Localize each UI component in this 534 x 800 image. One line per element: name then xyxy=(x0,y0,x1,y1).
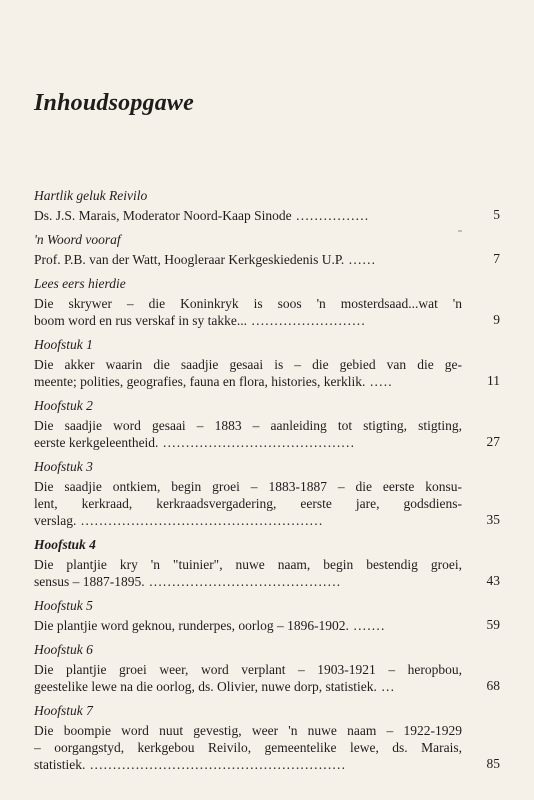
entry-text: meente; polities, geografies, fauna en flora, histories, kerklik. xyxy=(34,374,366,389)
toc-entry xyxy=(34,458,500,529)
toc-entry xyxy=(34,336,500,390)
entry-line: Die plantjie kry 'n "tuinier", nuwe naam, begin bestendig groei, xyxy=(34,557,462,572)
entry-description xyxy=(34,617,462,634)
entry-page-number: 85 xyxy=(486,756,500,771)
entry-text: Ds. J.S. Marais, Moderator Noord-Kaap Sinode xyxy=(34,208,292,223)
entry-description xyxy=(34,207,462,224)
entry-line xyxy=(34,373,462,390)
toc-entry xyxy=(34,536,500,590)
entry-text: Prof. P.B. van der Watt, Hoogleraar Kerkgeskiedenis U.P. xyxy=(34,252,345,267)
toc-entry xyxy=(34,702,500,773)
entry-text: sensus – 1887-1895. xyxy=(34,574,145,589)
entry-heading: Hoofstuk 6 xyxy=(34,642,93,657)
entry-page-number: 5 xyxy=(493,207,500,222)
entry-line: Die skrywer – die Koninkryk is soos 'n mosterdsaad...wat 'n xyxy=(34,296,462,311)
entry-page-number: 7 xyxy=(493,251,500,266)
entry-line xyxy=(34,512,462,529)
entry-page-number: 9 xyxy=(493,312,500,327)
entry-description xyxy=(34,251,462,268)
entry-line: Die akker waarin die saadjie gesaai is – die gebied van die ge- xyxy=(34,357,462,372)
dot-leader: .......................................... xyxy=(144,574,342,589)
entry-line xyxy=(34,434,462,451)
entry-text: statistiek. xyxy=(34,757,86,772)
entry-line xyxy=(34,678,462,695)
entry-heading: Hoofstuk 2 xyxy=(34,398,93,413)
entry-description xyxy=(34,417,462,451)
entry-text: geestelike lewe na die oorlog, ds. Olivier, nuwe dorp, statistiek. xyxy=(34,679,377,694)
entry-line: Die plantjie groei weer, word verplant – 1903-1921 – heropbou, xyxy=(34,662,462,677)
entry-line: Die saadjie word gesaai – 1883 – aanleiding tot stigting, stigting, xyxy=(34,418,462,433)
entry-line xyxy=(34,251,462,268)
entry-heading: 'n Woord vooraf xyxy=(34,232,121,247)
entry-line: – oorgangstyd, kerkgebou Reivilo, gemeentelike lewe, ds. Marais, xyxy=(34,740,462,755)
entry-text: eerste kerkgeleentheid. xyxy=(34,435,159,450)
dot-leader: .......................................... xyxy=(158,435,356,450)
entry-page-number: 27 xyxy=(486,434,500,449)
toc-entry xyxy=(34,275,500,329)
entry-line xyxy=(34,617,462,634)
dot-leader: ..................................................... xyxy=(76,513,324,528)
dot-leader: ....... xyxy=(348,618,386,633)
entry-page-number: 43 xyxy=(486,573,500,588)
entry-description xyxy=(34,295,462,329)
entry-heading: Hoofstuk 3 xyxy=(34,459,93,474)
entry-line xyxy=(34,756,462,773)
entry-description xyxy=(34,356,462,390)
entry-line: Die boompie word nuut gevestig, weer 'n nuwe naam – 1922-1929 xyxy=(34,723,462,738)
entry-text: boom word en rus verskaf in sy takke... xyxy=(34,313,247,328)
toc-entry xyxy=(34,231,500,268)
entry-heading: Hartlik geluk Reivilo xyxy=(34,188,148,203)
table-of-contents xyxy=(34,187,500,780)
dot-leader: ........................................................ xyxy=(85,757,347,772)
entry-line: lent, kerkraad, kerkraadsvergadering, eerste jare, godsdiens- xyxy=(34,496,462,511)
entry-description xyxy=(34,556,462,590)
entry-text: Die plantjie word geknou, runderpes, oorlog – 1896-1902. xyxy=(34,618,349,633)
entry-page-number: 11 xyxy=(487,373,500,388)
entry-heading: Hoofstuk 5 xyxy=(34,598,93,613)
toc-entry xyxy=(34,187,500,224)
entry-line xyxy=(34,207,462,224)
entry-page-number: 35 xyxy=(486,512,500,527)
entry-line xyxy=(34,573,462,590)
entry-description xyxy=(34,661,462,695)
entry-heading: Hoofstuk 7 xyxy=(34,703,93,718)
entry-page-number: 59 xyxy=(486,617,500,632)
dot-leader: ................ xyxy=(291,208,370,223)
dot-leader: ..... xyxy=(365,374,393,389)
toc-entry xyxy=(34,597,500,634)
entry-line xyxy=(34,312,462,329)
dot-leader: ......................... xyxy=(246,313,366,328)
dot-leader: ... xyxy=(376,679,396,694)
entry-description xyxy=(34,722,462,773)
entry-heading: Lees eers hierdie xyxy=(34,276,126,291)
entry-text: verslag. xyxy=(34,513,77,528)
toc-entry xyxy=(34,397,500,451)
entry-line: Die saadjie ontkiem, begin groei – 1883-1887 – die eerste konsu- xyxy=(34,479,462,494)
toc-entry xyxy=(34,641,500,695)
entry-description xyxy=(34,478,462,529)
page-title: Inhoudsopgawe xyxy=(34,90,194,116)
dot-leader: ...... xyxy=(344,252,377,267)
entry-heading: Hoofstuk 1 xyxy=(34,337,93,352)
entry-heading: Hoofstuk 4 xyxy=(34,537,96,552)
entry-page-number: 68 xyxy=(486,678,500,693)
